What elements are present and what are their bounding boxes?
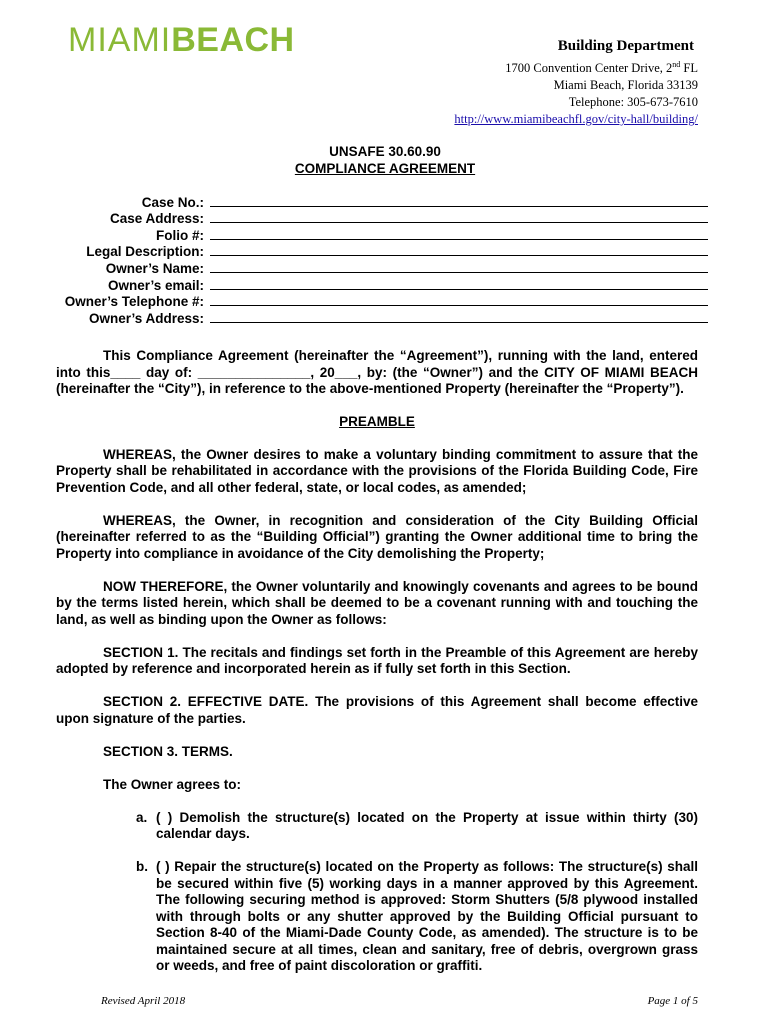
case-no-line[interactable] [210,194,708,207]
building-url-link[interactable]: http://www.miamibeachfl.gov/city-hall/building/ [454,112,698,127]
field-label: Case No.: [141,194,204,210]
field-label: Owner’s Name: [105,260,204,276]
case-address-line[interactable] [210,210,708,223]
address-line-1-text: 1700 Convention Center Drive, 2 [505,61,673,76]
term-letter: b. [136,859,148,874]
telephone: Telephone: 305-673-7610 [568,95,698,110]
revised-date: Revised April 2018 [101,995,186,1007]
address-line-1 [454,56,698,77]
whereas-paragraph-1: WHEREAS, the Owner desires to make a voluntary binding commitment to assure that the Property shall be rehabilitated in accordance with the provisions of the Florida Building Code, Fire Prevention Code, and all other federal, state, or local codes, as amended; [56,446,698,495]
field-row-case-address [54,210,708,227]
agreement-body [56,348,698,991]
page-number: Page 1 of 5 [647,995,698,1007]
address-line-1-post: FL [680,61,698,76]
folio-line[interactable] [210,227,708,240]
field-row-owner-telephone [54,293,708,310]
department-name: Building Department [557,38,694,54]
department-header [454,36,698,128]
term-text: ( ) Demolish the structure(s) located on the Property at issue within thirty (30) calendar days. [156,809,698,841]
field-row-case-no [54,193,708,210]
intro-paragraph: This Compliance Agreement (hereinafter the “Agreement”), running with the land, entered into this____ day of: _______________, 20___, by: (the “Owner”) and the CITY OF MIAMI BEACH (hereinafter the “City”), in reference to the above-mentioned Property (hereinafter the “Property”). [56,348,698,396]
field-row-owner-email [54,276,708,293]
field-row-legal-description [54,243,708,260]
case-fields [54,193,708,326]
section-3-heading: SECTION 3. TERMS. [103,743,233,759]
title-unsafe: UNSAFE 30.60.90 [329,144,441,159]
term-item-b [56,859,698,975]
field-label: Case Address: [109,211,204,227]
owner-telephone-line[interactable] [210,293,708,306]
logo-miami: MIAMI [68,21,172,59]
field-row-owner-name [54,259,708,276]
title-compliance: COMPLIANCE AGREEMENT [294,161,476,176]
field-label: Folio #: [156,227,204,243]
term-item-a [56,810,698,843]
field-row-owner-address [54,309,708,326]
field-label: Owner’s Telephone #: [64,294,204,310]
section-2-paragraph: SECTION 2. EFFECTIVE DATE. The provisions of this Agreement shall become effective upon signature of the parties. [56,694,698,726]
now-therefore-paragraph: NOW THEREFORE, the Owner voluntarily and knowingly covenants and agrees to be bound by the terms listed herein, which shall be deemed to be a covenant running with and touching the land, as well as binding upon the Owner as follows: [56,578,698,627]
address-line-2: Miami Beach, Florida 33139 [553,78,698,93]
whereas-paragraph-2: WHEREAS, the Owner, in recognition and consideration of the City Building Official (hereinafter referred to as the “Building Official”) granting the Owner additional time to bring the Property into compliance in avoidance of the City demolishing the Property; [56,512,698,561]
field-row-folio [54,226,708,243]
field-label: Owner’s Address: [88,310,204,326]
term-letter: a. [136,809,148,825]
owner-agrees-paragraph: The Owner agrees to: [103,776,242,792]
field-label: Legal Description: [86,244,204,260]
preamble-heading: PREAMBLE [339,414,415,429]
logo-beach: BEACH [171,21,295,59]
address-line-1-sup: nd [672,60,681,69]
section-1-paragraph: SECTION 1. The recitals and findings set forth in the Preamble of this Agreement are hereby adopted by reference and incorporated herein as if fully set forth in this Section. [56,644,698,676]
legal-description-line[interactable] [210,243,708,256]
miami-beach-logo [68,20,295,60]
owner-name-line[interactable] [210,260,708,273]
field-label: Owner’s email: [107,277,204,293]
owner-email-line[interactable] [210,277,708,290]
owner-address-line[interactable] [210,310,708,323]
term-text: ( ) Repair the structure(s) located on the Property as follows: The structure(s) shall be secured within five (5) working days in a manner approved by this Agreement. The following securing method is approved: Storm Shutters (5/8 plywood installed with through bolts or any shutter approved by the Building Official pursuant to Section 8-40 of the Miami-Dade County Code, as amended). The structure is to be maintained secure at all times, clean and sanitary, free of debris, overgrown grass or weeds, and free of paint discoloration or graffiti. [156,859,698,973]
